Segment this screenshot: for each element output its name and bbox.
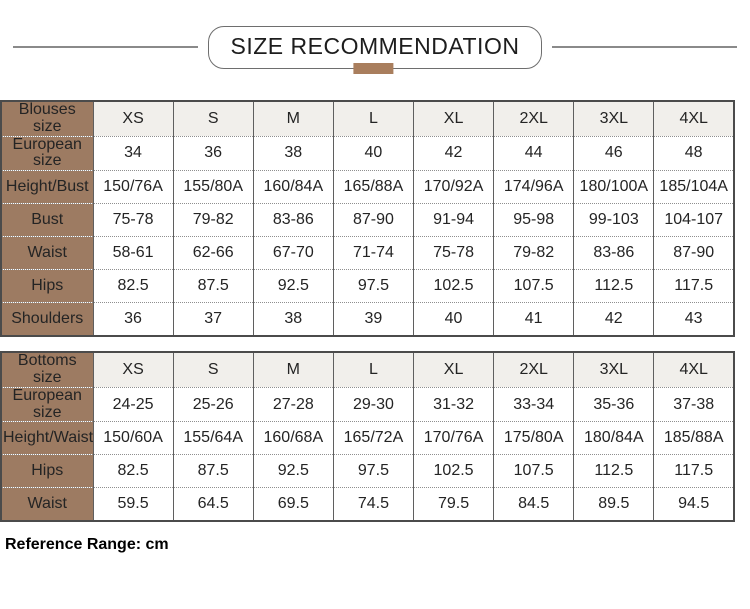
row-label: Height/Waist xyxy=(1,422,93,455)
size-header-cell: S xyxy=(173,352,253,387)
value-cell: 24-25 xyxy=(93,387,173,422)
row-label: European size xyxy=(1,136,93,171)
value-cell: 37-38 xyxy=(654,387,734,422)
table-row xyxy=(1,204,734,237)
table-row xyxy=(1,171,734,204)
row-label: Bust xyxy=(1,204,93,237)
value-cell: 69.5 xyxy=(253,488,333,522)
size-header-cell: 3XL xyxy=(574,101,654,136)
value-cell: 180/100A xyxy=(574,171,654,204)
value-cell: 107.5 xyxy=(494,455,574,488)
value-cell: 38 xyxy=(253,136,333,171)
value-cell: 94.5 xyxy=(654,488,734,522)
value-cell: 79-82 xyxy=(173,204,253,237)
value-cell: 48 xyxy=(654,136,734,171)
value-cell: 112.5 xyxy=(574,455,654,488)
size-header-cell: XL xyxy=(414,352,494,387)
size-header-row xyxy=(1,101,734,136)
value-cell: 170/76A xyxy=(414,422,494,455)
row-label: Hips xyxy=(1,270,93,303)
table-row xyxy=(1,237,734,270)
value-cell: 71-74 xyxy=(333,237,413,270)
value-cell: 62-66 xyxy=(173,237,253,270)
value-cell: 185/88A xyxy=(654,422,734,455)
value-cell: 25-26 xyxy=(173,387,253,422)
size-recommendation-page xyxy=(0,24,750,554)
value-cell: 64.5 xyxy=(173,488,253,522)
table-row xyxy=(1,270,734,303)
value-cell: 87-90 xyxy=(654,237,734,270)
value-cell: 43 xyxy=(654,303,734,337)
value-cell: 117.5 xyxy=(654,270,734,303)
value-cell: 58-61 xyxy=(93,237,173,270)
size-header-cell: L xyxy=(333,352,413,387)
table-row xyxy=(1,455,734,488)
row-label: Waist xyxy=(1,237,93,270)
value-cell: 84.5 xyxy=(494,488,574,522)
value-cell: 185/104A xyxy=(654,171,734,204)
value-cell: 74.5 xyxy=(333,488,413,522)
row-label: Waist xyxy=(1,488,93,522)
value-cell: 117.5 xyxy=(654,455,734,488)
table-row xyxy=(1,387,734,422)
value-cell: 102.5 xyxy=(414,270,494,303)
value-cell: 104-107 xyxy=(654,204,734,237)
value-cell: 92.5 xyxy=(253,270,333,303)
value-cell: 92.5 xyxy=(253,455,333,488)
value-cell: 41 xyxy=(494,303,574,337)
value-cell: 150/76A xyxy=(93,171,173,204)
value-cell: 35-36 xyxy=(574,387,654,422)
row-label: Shoulders xyxy=(1,303,93,337)
value-cell: 44 xyxy=(494,136,574,171)
reference-range-note: Reference Range: cm xyxy=(5,536,169,554)
value-cell: 75-78 xyxy=(414,237,494,270)
value-cell: 42 xyxy=(574,303,654,337)
value-cell: 150/60A xyxy=(93,422,173,455)
size-header-cell: 4XL xyxy=(654,101,734,136)
value-cell: 46 xyxy=(574,136,654,171)
value-cell: 112.5 xyxy=(574,270,654,303)
table-row xyxy=(1,303,734,337)
value-cell: 97.5 xyxy=(333,455,413,488)
size-header-cell: S xyxy=(173,101,253,136)
bottoms-size-table xyxy=(0,351,735,522)
value-cell: 40 xyxy=(333,136,413,171)
size-header-cell: 3XL xyxy=(574,352,654,387)
value-cell: 79-82 xyxy=(494,237,574,270)
title-line-left xyxy=(13,46,198,48)
value-cell: 160/68A xyxy=(253,422,333,455)
page-title: SIZE RECOMMENDATION xyxy=(230,32,520,59)
value-cell: 59.5 xyxy=(93,488,173,522)
size-header-cell: M xyxy=(253,352,333,387)
value-cell: 36 xyxy=(173,136,253,171)
value-cell: 87.5 xyxy=(173,455,253,488)
value-cell: 99-103 xyxy=(574,204,654,237)
size-header-cell: 2XL xyxy=(494,352,574,387)
value-cell: 87.5 xyxy=(173,270,253,303)
value-cell: 180/84A xyxy=(574,422,654,455)
value-cell: 36 xyxy=(93,303,173,337)
value-cell: 31-32 xyxy=(414,387,494,422)
value-cell: 82.5 xyxy=(93,455,173,488)
size-header-cell: XL xyxy=(414,101,494,136)
row-label: European size xyxy=(1,387,93,422)
value-cell: 97.5 xyxy=(333,270,413,303)
value-cell: 42 xyxy=(414,136,494,171)
value-cell: 34 xyxy=(93,136,173,171)
row-label: Height/Bust xyxy=(1,171,93,204)
value-cell: 67-70 xyxy=(253,237,333,270)
value-cell: 75-78 xyxy=(93,204,173,237)
value-cell: 165/88A xyxy=(333,171,413,204)
size-header-cell: L xyxy=(333,101,413,136)
size-header-row xyxy=(1,352,734,387)
value-cell: 83-86 xyxy=(253,204,333,237)
value-cell: 39 xyxy=(333,303,413,337)
value-cell: 91-94 xyxy=(414,204,494,237)
value-cell: 79.5 xyxy=(414,488,494,522)
size-header-cell: 4XL xyxy=(654,352,734,387)
title-accent-bar xyxy=(353,63,393,74)
table-row xyxy=(1,422,734,455)
value-cell: 155/80A xyxy=(173,171,253,204)
size-header-cell: 2XL xyxy=(494,101,574,136)
value-cell: 170/92A xyxy=(414,171,494,204)
size-header-cell: XS xyxy=(93,101,173,136)
row-label: Hips xyxy=(1,455,93,488)
blouses-size-table xyxy=(0,100,735,337)
row-label: Blouses size xyxy=(1,101,93,136)
value-cell: 89.5 xyxy=(574,488,654,522)
table-row xyxy=(1,136,734,171)
value-cell: 174/96A xyxy=(494,171,574,204)
value-cell: 87-90 xyxy=(333,204,413,237)
value-cell: 95-98 xyxy=(494,204,574,237)
page-title-box xyxy=(208,26,543,69)
value-cell: 27-28 xyxy=(253,387,333,422)
row-label: Bottoms size xyxy=(1,352,93,387)
size-header-cell: M xyxy=(253,101,333,136)
value-cell: 37 xyxy=(173,303,253,337)
title-line-right xyxy=(552,46,737,48)
title-section xyxy=(0,24,750,70)
value-cell: 165/72A xyxy=(333,422,413,455)
size-header-cell: XS xyxy=(93,352,173,387)
value-cell: 83-86 xyxy=(574,237,654,270)
value-cell: 175/80A xyxy=(494,422,574,455)
value-cell: 29-30 xyxy=(333,387,413,422)
value-cell: 33-34 xyxy=(494,387,574,422)
value-cell: 102.5 xyxy=(414,455,494,488)
value-cell: 82.5 xyxy=(93,270,173,303)
value-cell: 155/64A xyxy=(173,422,253,455)
value-cell: 160/84A xyxy=(253,171,333,204)
value-cell: 107.5 xyxy=(494,270,574,303)
value-cell: 38 xyxy=(253,303,333,337)
table-row xyxy=(1,488,734,522)
value-cell: 40 xyxy=(414,303,494,337)
